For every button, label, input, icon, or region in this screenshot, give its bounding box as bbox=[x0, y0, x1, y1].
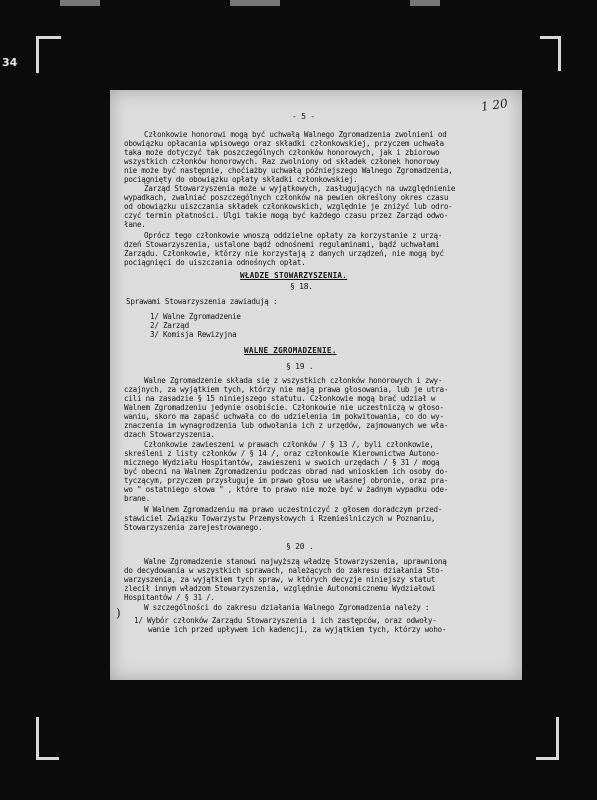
text-line: micznego Wydziału Hospitantów, zawieszeni w swoich urzędach / § 31 / mogą bbox=[124, 458, 440, 467]
text-line: pociągnięci do uiszczania odnośnych opłat. bbox=[124, 258, 306, 267]
section-heading: WŁADZE STOWARZYSZENIA. bbox=[240, 271, 348, 280]
text-line: Członkowie zawieszeni w prawach członków / § 13 /, byli członkowie, bbox=[144, 440, 434, 449]
text-line: brane. bbox=[124, 494, 150, 503]
crop-mark-bottom-right bbox=[536, 717, 559, 760]
text-line: wanie ich przed upływem ich kadencji, za wyjątkiem tych, którzy woho- bbox=[148, 625, 447, 634]
text-line: W szczególności do zakresu działania Walnego Zgromadzenia należy : bbox=[144, 603, 430, 612]
paragraph-number: § 18. bbox=[290, 282, 313, 291]
text-line: Zarządu. Członkowie, którzy nie korzystają z danych urządzeń, nie mogą być bbox=[124, 249, 444, 258]
section-heading: WALNE ZGROMADZENIE. bbox=[244, 346, 337, 355]
paragraph-number: § 20 . bbox=[286, 542, 314, 551]
text-line: od obowiązku uiszczania składek członkowskich, względnie je zniżyć lub odro- bbox=[124, 202, 453, 211]
text-line: Walne Zgromadzenie składa się z wszystkich członków honorowych i zwy- bbox=[144, 376, 443, 385]
frame-number: 34 bbox=[2, 56, 18, 69]
text-line: Walne Zgromadzenie stanowi najwyższą władzę Stowarzyszenia, uprawnioną bbox=[144, 557, 447, 566]
text-line: czyć termin płatności. Ulgi takie mogą być każdego czasu przez Zarząd odwo- bbox=[124, 211, 449, 220]
crop-mark-bottom-left bbox=[36, 717, 59, 760]
page-number: - 5 - bbox=[292, 112, 315, 121]
text-line: Hospitantów / § 31 /. bbox=[124, 593, 215, 602]
margin-bracket-mark: ) bbox=[116, 606, 121, 620]
text-line: dzeń Stowarzyszenia, ustalone bądź odnośnemi regulaminami, bądź uchwałami bbox=[124, 240, 440, 249]
film-edge-mark bbox=[230, 0, 280, 6]
text-line: wo " ostatniego słowa " , które to prawo nie może być w żadnym wypadku ode- bbox=[124, 485, 449, 494]
text-line: czajnych, za wyjątkiem tych, którzy nie mają prawa głosowania, lub je utra- bbox=[124, 385, 449, 394]
text-line: warzyszenia, za wyjątkiem tych spraw, w których decyzje niniejszy statut bbox=[124, 575, 436, 584]
text-line: Oprócz tego członkowie wnoszą oddzielne opłaty za korzystanie z urzą- bbox=[144, 231, 443, 240]
text-line: być obecni na Walnem Zgromadzeniu podczas obrad nad wnioskiem ich osoby do- bbox=[124, 467, 449, 476]
crop-mark-top-left bbox=[36, 36, 61, 73]
list-item: 3/ Komisja Rewizyjna bbox=[150, 330, 237, 339]
text-line: Walnem Zgromadzeniu jedynie osobiście. Członkowie nie uczestniczą w głoso- bbox=[124, 403, 444, 412]
text-line: do decydowania w wszystkich sprawach, należących do zakresu działania Sto- bbox=[124, 566, 444, 575]
film-edge-mark bbox=[410, 0, 440, 6]
text-line: nie może być następnie, choćiażby uchwałą późniejszego Walnego Zgromadzenia, bbox=[124, 166, 453, 175]
text-line: cili na zasadzie § 15 niniejszego statutu. Członkowie mogą brać udział w bbox=[124, 394, 436, 403]
text-line: Sprawami Stowarzyszenia zawiadują : bbox=[126, 297, 278, 306]
text-line: taka może dotyczyć tak poszczególnych członków honorowych, jak i zbiorowo bbox=[124, 148, 440, 157]
text-line: stawiciel Związku Towarzystw Przemysłowych i Rzemieślniczych w Poznaniu, bbox=[124, 514, 436, 523]
list-item: 2/ Zarząd bbox=[150, 321, 189, 330]
list-item: 1/ Walne Zgromadzenie bbox=[150, 312, 241, 321]
document-page bbox=[110, 90, 522, 680]
list-item: 1/ Wybór członków Zarządu Stowarzyszenia i ich zastępców, oraz odwoły- bbox=[134, 616, 437, 625]
text-line: wypadkach, zwalniać poszczególnych członków na pewien określony okres czasu bbox=[124, 193, 449, 202]
text-line: Członkowie honorowi mogą być uchwałą Walnego Zgromadzenia zwolnieni od bbox=[144, 130, 447, 139]
text-line: tyczącym, przyczem przysługuje im prawo głosu we własnej obronie, oraz pra- bbox=[124, 476, 449, 485]
text-line: Stowarzyszenia zarejestrowanego. bbox=[124, 523, 263, 532]
text-line: Zarząd Stowarzyszenia może w wyjątkowych, zasługujących na uwzględnienie bbox=[144, 184, 456, 193]
text-line: pociągnięty do obowiązku opłaty składki członkowskiej. bbox=[124, 175, 358, 184]
crop-mark-top-right bbox=[540, 36, 561, 71]
text-line: wszystkich członków honorowych. Raz zwolniony od składek członek honorowy bbox=[124, 157, 440, 166]
text-line: dzach Stowarzyszenia. bbox=[124, 430, 215, 439]
text-line: W Walnem Zgromadzeniu ma prawo uczestniczyć z głosem doradczym przed- bbox=[144, 505, 443, 514]
text-line: obowiązku opłacania wpisowego oraz składki członkowskiej, przyczem uchwała bbox=[124, 139, 444, 148]
text-line: łane. bbox=[124, 220, 146, 229]
text-line: zlecił innym władzom Stowarzyszenia, względnie Autonomicznemu Wydziałowi bbox=[124, 584, 436, 593]
text-line: waniu, skoro ma zapaść uchwała co do udzielenia im pokwitowania, co do wy- bbox=[124, 412, 444, 421]
paragraph-number: § 19 . bbox=[286, 362, 314, 371]
text-line: znaczenia im wynagrodzenia lub odwołania ich z urzędów, zajmowanych we wła- bbox=[124, 421, 449, 430]
text-line: skreśleni z listy członków / § 14 /, oraz członkowie Kierownictwa Autono- bbox=[124, 449, 440, 458]
handwritten-note: 1 20 bbox=[480, 96, 509, 114]
film-edge-mark bbox=[60, 0, 100, 6]
